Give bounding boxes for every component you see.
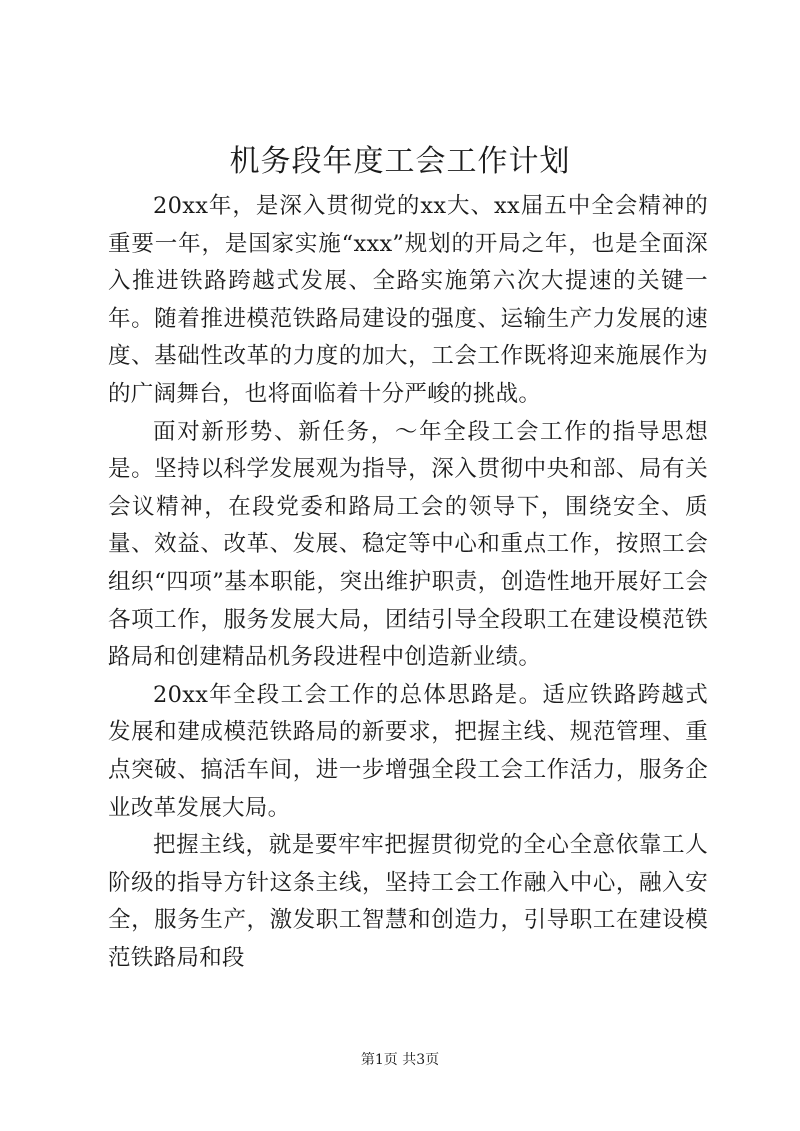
paragraph-4: 把握主线，就是要牢牢把握贯彻党的全心全意依靠工人阶级的指导方针这条主线，坚持工会工作融入中心，融入安全，服务生产，激发职工智慧和创造力，引导职工在建设模范铁路局和段 (108, 832, 708, 971)
paragraph-3: 20xx年全段工会工作的总体思路是。适应铁路跨越式发展和建成模范铁路局的新要求，把握主线、规范管理、重点突破、搞活车间，进一步增强全段工会工作活力，服务企业改革发展大局。 (108, 681, 708, 821)
document-title: 机务段年度工会工作计划 (229, 144, 571, 179)
paragraph-1: 20xx年，是深入贯彻党的xx大、xx届五中全会精神的重要一年，是国家实施“xxx”规划的开局之年，也是全面深入推进铁路跨越式发展、全路实施第六次大提速的关键一年。随着推进模范铁路局建设的强度、运输生产力发展的速度、基础性改革的力度的加大，工会工作既将迎来施展作为的广阔舞台，也将面临着十分严峻的挑战。 (108, 193, 708, 407)
page-footer: 第1页 共3页 (360, 1052, 440, 1068)
document-body (108, 188, 708, 977)
paragraph-2: 面对新形势、新任务，～年全段工会工作的指导思想是。坚持以科学发展观为指导，深入贯彻中央和部、局有关会议精神，在段党委和路局工会的领导下，围绕安全、质量、效益、改革、发展、稳定等中心和重点工作，按照工会组织“四项”基本职能，突出维护职责，创造性地开展好工会各项工作，服务发展大局，团结引导全段职工在建设模范铁路局和创建精品机务段进程中创造新业绩。 (108, 418, 708, 671)
